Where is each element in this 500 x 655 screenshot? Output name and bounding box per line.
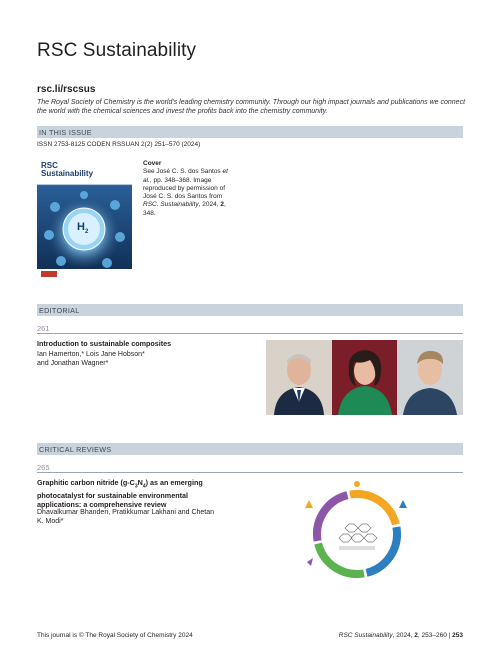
cover-caption-2: , pp. 348–368. Image reproduced by permission of José C. S. dos Santos from xyxy=(143,176,226,201)
editorial-authors-line2: and Jonathan Wagner* xyxy=(37,359,109,367)
cover-caption-4: , 348. xyxy=(143,201,226,217)
journal-title: RSC Sustainability xyxy=(37,40,197,61)
footer-citation-a: , 2024, xyxy=(392,632,415,639)
hydrogen-glyph: $H_2$ xyxy=(77,221,89,236)
author-photo-2 xyxy=(332,340,398,415)
footer-page-number: 253 xyxy=(452,632,463,639)
section-header-editorial: EDITORIAL xyxy=(37,304,463,316)
cover-title-line1: RSC xyxy=(41,161,58,170)
section-header-in-this-issue: IN THIS ISSUE xyxy=(37,126,463,138)
editorial-authors-line1: Ian Hamerton,* Lois Jane Hobson* xyxy=(37,351,145,358)
review-title-part-a: Graphitic carbon nitride (g-C xyxy=(37,478,135,487)
footer-copyright: This journal is © The Royal Society of Chemistry 2024 xyxy=(37,632,193,639)
journal-description: The Royal Society of Chemistry is the world's leading chemistry community. Through our high impact journals and publications we connect the world with the chemical sciences and invest the profits back into the chemistry community. xyxy=(37,99,466,115)
review-title-part-b: N xyxy=(137,478,143,487)
footer-volume: 2 xyxy=(414,632,418,639)
editorial-author-photos xyxy=(266,340,463,415)
footer-journal: RSC Sustainability xyxy=(338,632,393,639)
cover-caption-journal: RSC. Sustainability xyxy=(143,201,199,209)
cover-title-line2: Sustainability xyxy=(41,169,94,178)
editorial-page-number[interactable]: 261 xyxy=(37,324,50,333)
divider xyxy=(37,472,463,473)
review-page-number[interactable]: 265 xyxy=(37,463,50,472)
review-title-line2: photocatalyst for sustainable environmental xyxy=(37,491,188,501)
editorial-title-link[interactable]: Introduction to sustainable composites xyxy=(37,339,172,348)
review-authors-line2: K. Modi* xyxy=(37,517,64,525)
cover-title xyxy=(41,162,93,178)
issn-line: ISSN 2753-8125 CODEN RSSUAN 2(2) 251–570 (2024) xyxy=(37,141,201,148)
cover-caption-3: , 2024, xyxy=(198,201,221,209)
cover-label: Cover xyxy=(143,160,162,167)
cover-image[interactable] xyxy=(37,157,132,280)
journal-url-link[interactable]: rsc.li/rscsus xyxy=(37,84,96,95)
review-title-line3: applications: a comprehensive review xyxy=(37,500,167,510)
author-photo-3 xyxy=(397,340,463,415)
review-title-sub4: 4 xyxy=(142,483,146,490)
review-title-part-c: ) as an emerging xyxy=(145,478,203,487)
review-title-sub3: 3 xyxy=(134,483,138,490)
cover-caption-volume: 2 xyxy=(220,201,224,209)
footer-citation xyxy=(339,632,463,639)
cover-caption-1: See José C. S. dos Santos xyxy=(143,168,223,176)
graphical-abstract[interactable] xyxy=(303,480,411,588)
footer-citation-b: , 253–260 | xyxy=(417,632,453,639)
gcn-cycle-diagram xyxy=(303,480,411,588)
author-photo-1 xyxy=(266,340,332,415)
divider xyxy=(37,333,463,334)
editorial-authors xyxy=(37,351,145,368)
review-authors-line1: Dhavalkumar Bhanderi, Pratikkumar Lakhani and Chetan xyxy=(37,509,215,516)
cover-caption-etal: et al. xyxy=(143,168,228,184)
cover-caption xyxy=(143,160,233,218)
section-header-critical-reviews: CRITICAL REVIEWS xyxy=(37,443,463,455)
review-authors xyxy=(37,509,214,526)
review-title-link[interactable] xyxy=(37,478,203,509)
